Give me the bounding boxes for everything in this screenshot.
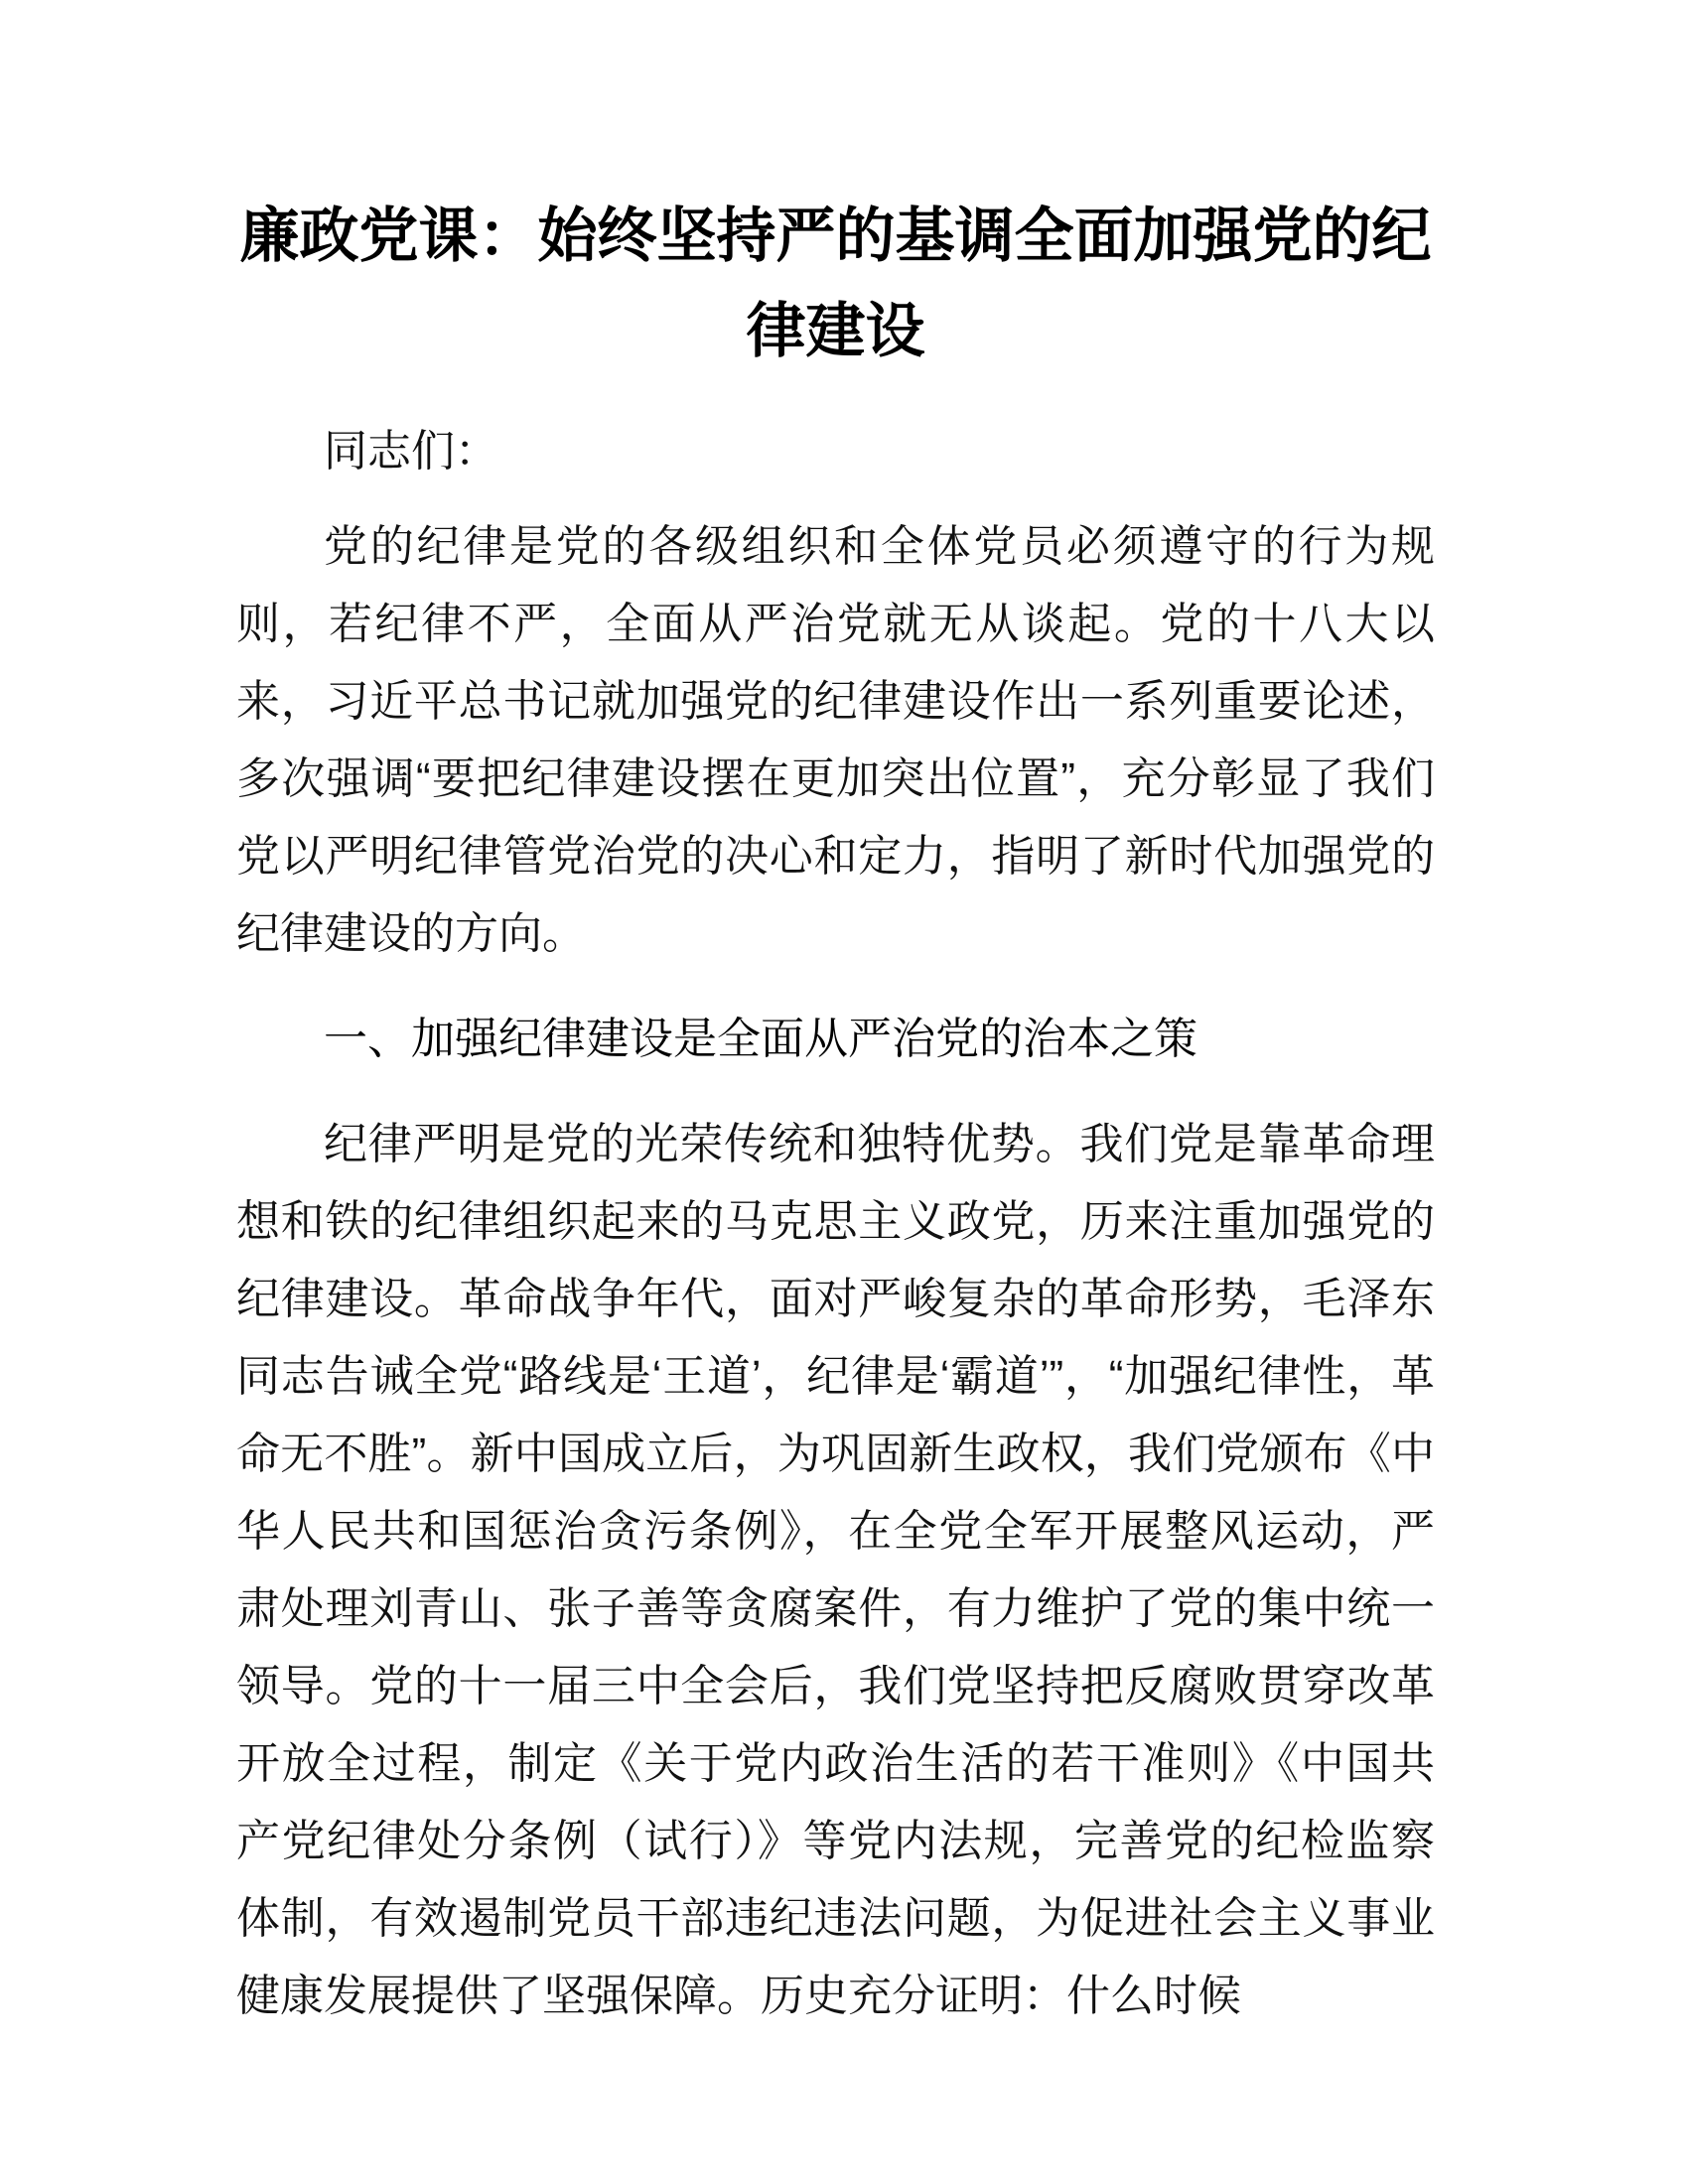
paragraph-section-body: 纪律严明是党的光荣传统和独特优势。我们党是靠革命理想和铁的纪律组织起来的马克思主义政党，历来注重加强党的纪律建设。革命战争年代，面对严峻复杂的革命形势，毛泽东同志告诫全党“路线是‘王道’，纪律是‘霸道’”，“加强纪律性，革命无不胜”。新中国成立后，为巩固新生政权，我们党颁布《中华人民共和国惩治贪污条例》，在全党全军开展整风运动，严肃处理刘青山、张子善等贪腐案件，有力维护了党的集中统一领导。党的十一届三中全会后，我们党坚持把反腐败贯穿改革开放全过程，制定《关于党内政治生活的若干准则》《中国共产党纪律处分条例（试行）》等党内法规，完善党的纪检监察体制，有效遏制党员干部违纪违法问题，为促进社会主义事业健康发展提供了坚强保障。历史充分证明：什么时候 [236,1120,1435,2020]
paragraph-greeting: 同志们： [324,427,498,476]
paragraph-intro: 党的纪律是党的各级组织和全体党员必须遵守的行为规则，若纪律不严，全面从严治党就无从谈起。党的十八大以来，习近平总书记就加强党的纪律建设作出一系列重要论述，多次强调“要把纪律建设摆在更加突出位置”，充分彰显了我们党以严明纪律管党治党的决心和定力，指明了新时代加强党的纪律建设的方向。 [236,522,1435,958]
document-title: 廉政党课：始终坚持严的基调全面加强党的纪律建设 [239,203,1432,364]
section-heading: 一、加强纪律建设是全面从严治党的治本之策 [324,1015,1197,1063]
